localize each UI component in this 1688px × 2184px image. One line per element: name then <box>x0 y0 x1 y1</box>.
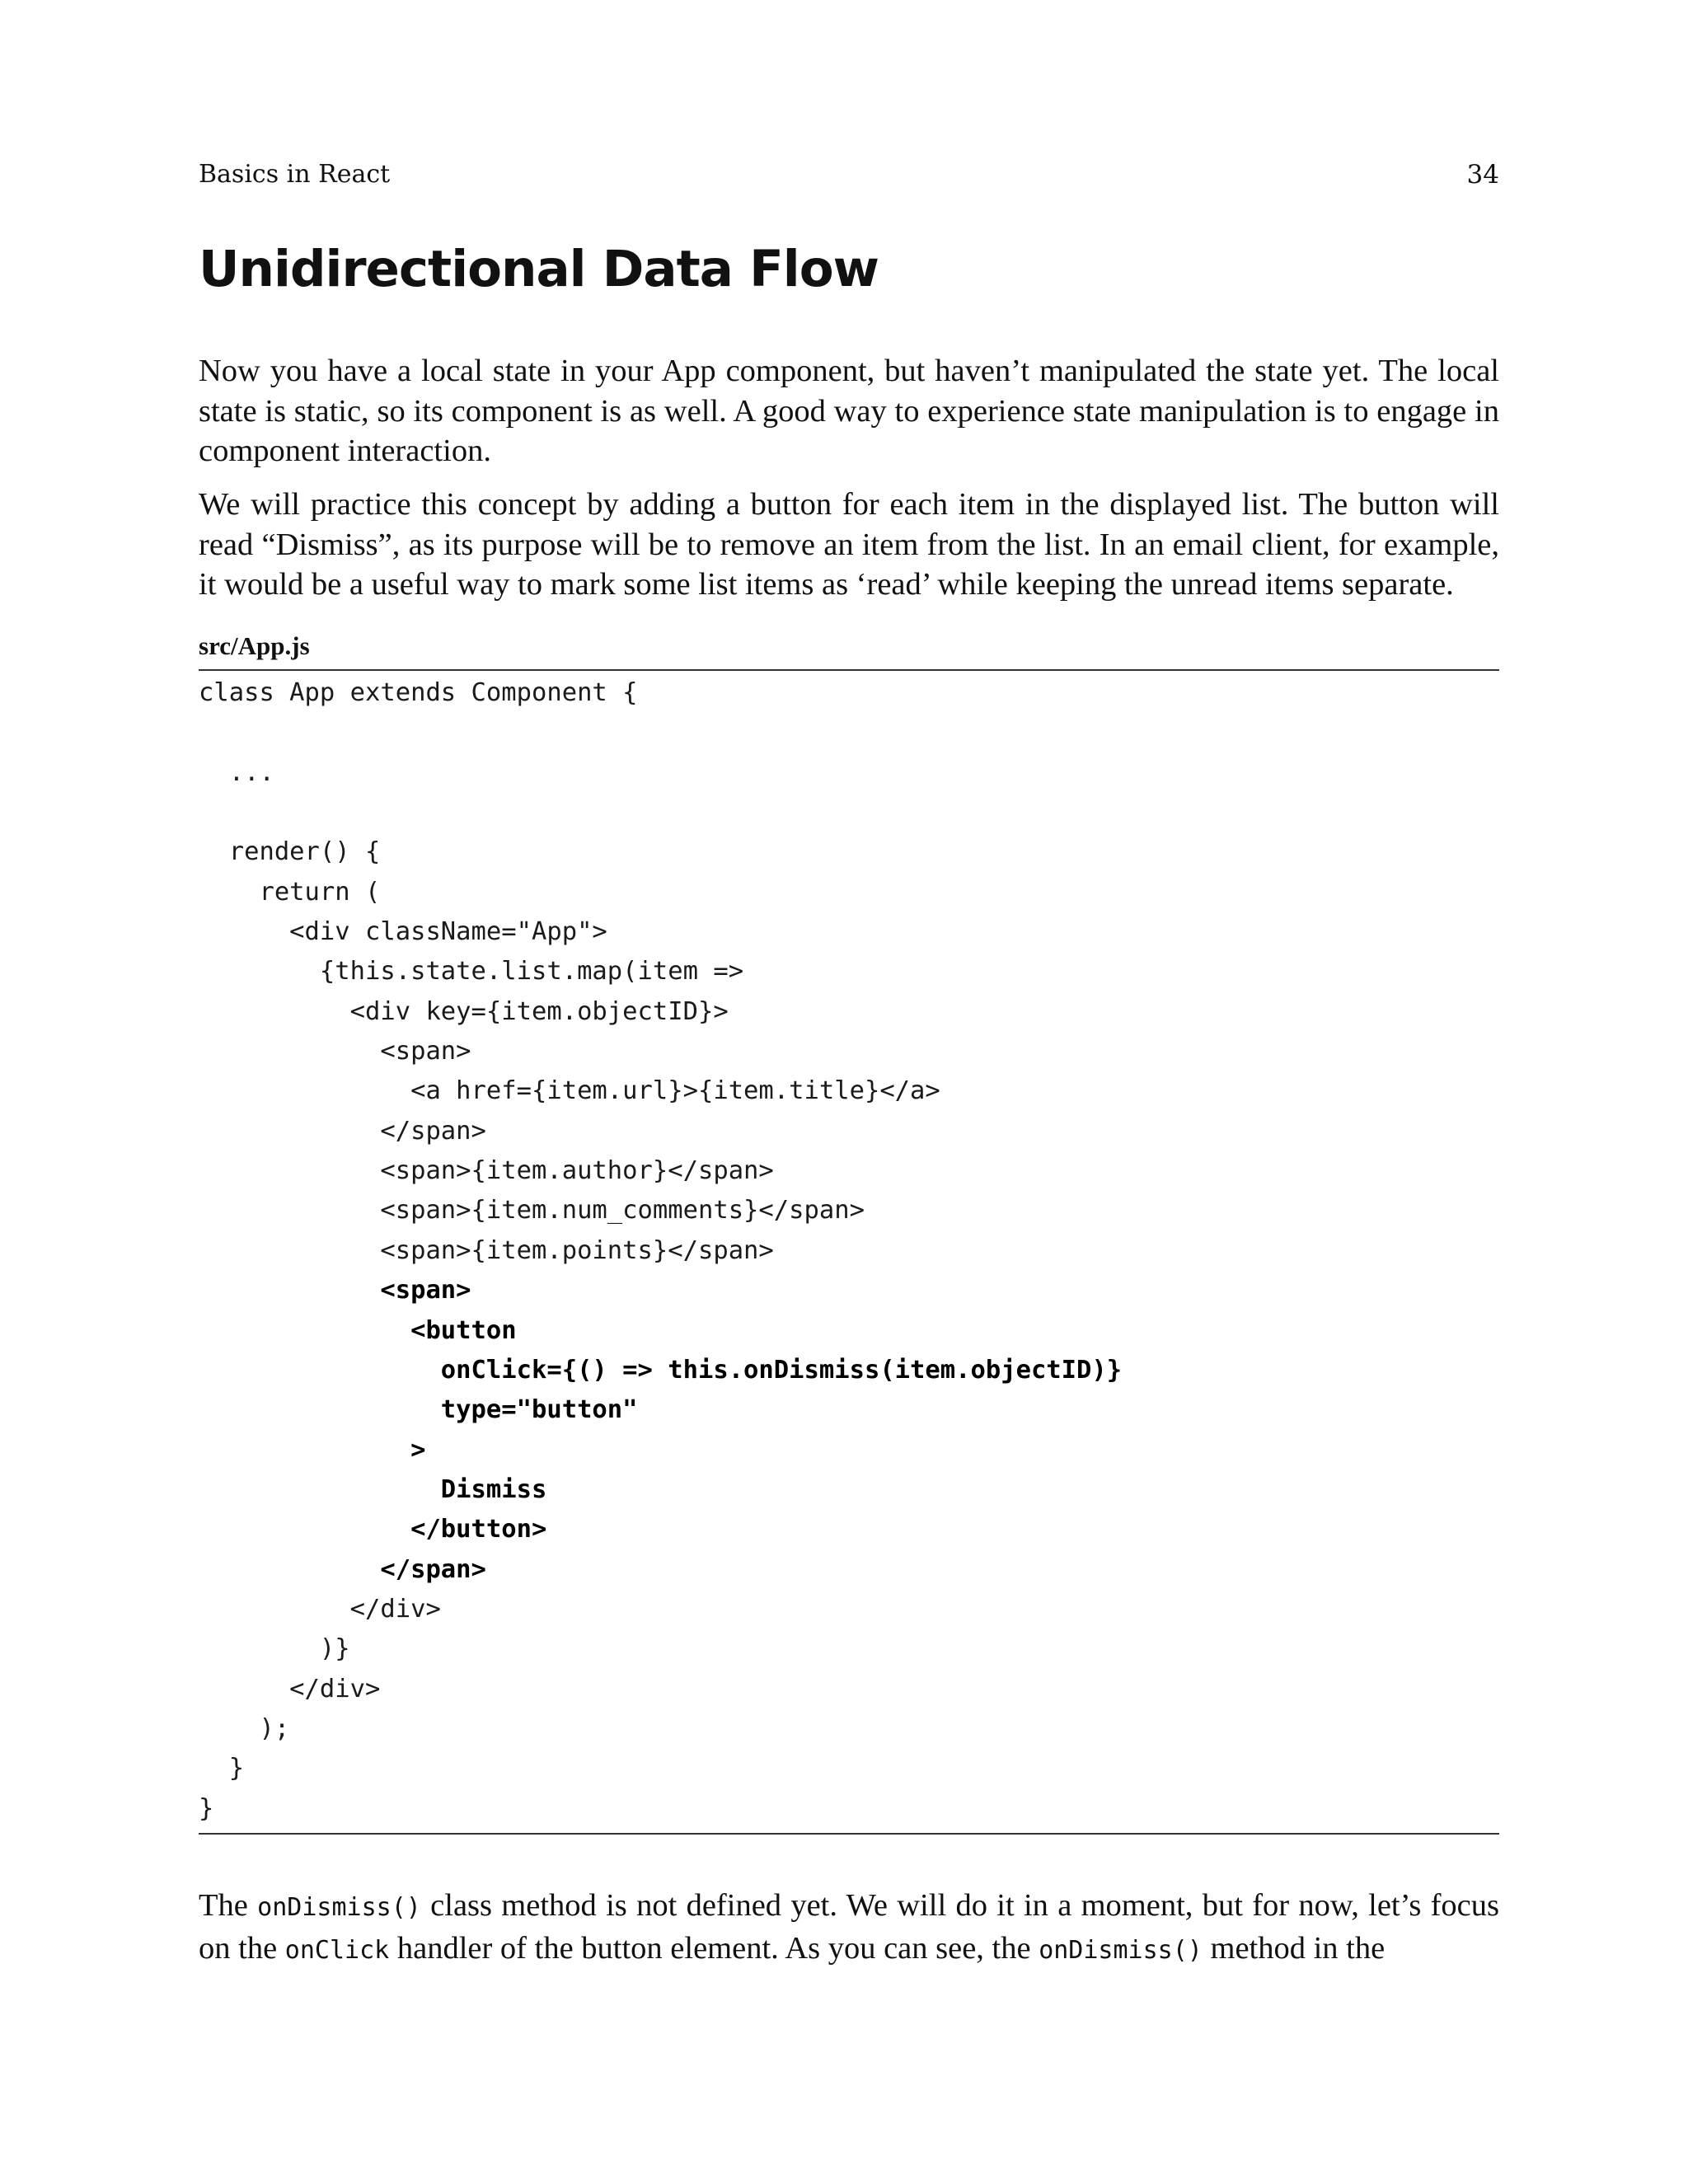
code-line: {this.state.list.map(item => <box>199 957 744 987</box>
code-line: type="button" <box>199 1395 638 1425</box>
code-line: render() { <box>199 837 381 867</box>
code-top-rule <box>199 669 1499 671</box>
inline-code: onDismiss() <box>257 1893 421 1922</box>
code-filename: src/App.js <box>199 631 310 660</box>
paragraph-text: method in the <box>1202 1930 1386 1966</box>
inline-code: onDismiss() <box>1039 1935 1203 1965</box>
code-line: </span> <box>199 1554 486 1584</box>
inline-code: onClick <box>284 1935 390 1965</box>
code-line: <span> <box>199 1037 471 1066</box>
code-line: </span> <box>199 1116 486 1146</box>
page-number: 34 <box>1466 160 1499 190</box>
code-line: <span> <box>199 1276 471 1305</box>
code-line <box>199 713 1499 752</box>
code-line: ); <box>199 1713 290 1743</box>
code-line: <div key={item.objectID}> <box>199 996 729 1026</box>
body-paragraph-2: We will practice this concept by adding a button for each item in the displayed list. The button will read “Dismiss”, as its purpose will be to remove an item from the list. In an email client, for example, it would be a useful way to mark some list items as ‘read’ while keeping the unread items separate. <box>199 487 1499 602</box>
code-line: )} <box>199 1634 350 1664</box>
code-line: onClick={() => this.onDismiss(item.objectID)} <box>199 1355 1123 1385</box>
paragraph-text: handler of the button element. As you can see, the <box>389 1930 1039 1966</box>
code-line: > <box>199 1435 426 1465</box>
code-line: class App extends Component { <box>199 678 638 707</box>
code-line: </button> <box>199 1515 547 1544</box>
section-title: Basics in React <box>199 160 391 189</box>
body-paragraph-1: Now you have a local state in your App component, but haven’t manipulated the state yet. The local state is static, so its component is as well. A good way to experience state manipulation is to engage in component interaction. <box>199 354 1499 468</box>
code-line: <div className="App"> <box>199 917 607 947</box>
paragraph-text: class method is not defined yet. We will do it in a moment, but for now, let’s focus on the <box>199 1888 1500 1966</box>
code-line: <button <box>199 1315 517 1345</box>
code-line: } <box>199 1793 214 1823</box>
code-line: ... <box>199 757 274 787</box>
code-line: </div> <box>199 1594 441 1624</box>
body-paragraph-3 <box>199 1886 1499 1971</box>
code-line: <a href={item.url}>{item.title}</a> <box>199 1076 940 1106</box>
paragraph-text: The <box>199 1888 258 1923</box>
code-line: } <box>199 1754 245 1783</box>
code-line: <span>{item.num_comments}</span> <box>199 1196 865 1226</box>
code-line: return ( <box>199 877 381 907</box>
code-line: </div> <box>199 1674 381 1704</box>
code-line: <span>{item.author}</span> <box>199 1156 774 1186</box>
code-line: Dismiss <box>199 1474 547 1504</box>
code-line <box>199 793 1499 832</box>
running-header <box>199 157 1499 193</box>
code-bottom-rule <box>199 1833 1499 1835</box>
code-listing <box>199 673 1499 1829</box>
code-line: <span>{item.points}</span> <box>199 1235 774 1265</box>
chapter-title: Unidirectional Data Flow <box>199 240 879 298</box>
